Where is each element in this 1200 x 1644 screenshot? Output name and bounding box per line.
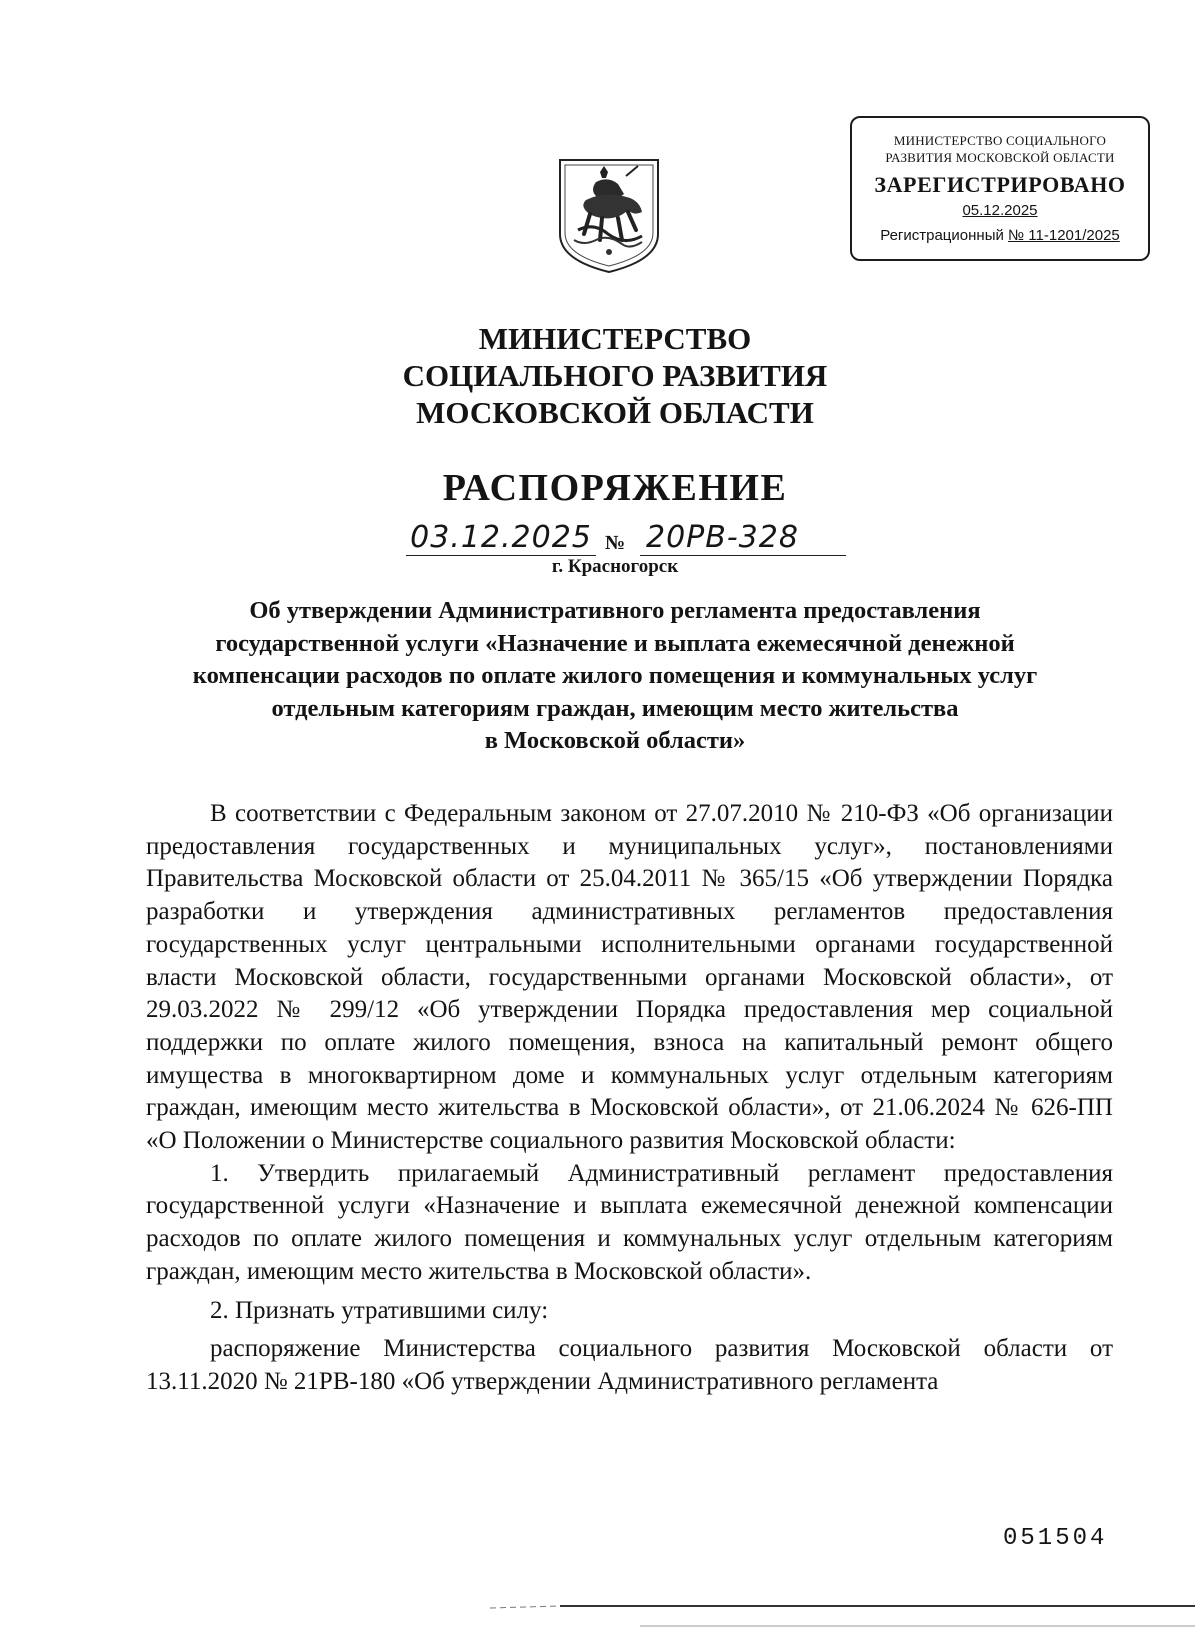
stamp-org-line1: МИНИСТЕРСТВО СОЦИАЛЬНОГО: [893, 133, 1107, 148]
document-subject: [130, 595, 1100, 758]
ministry-heading-line1: МИНИСТЕРСТВО: [478, 321, 752, 356]
item-2-paragraph: 2. Признать утратившими силу:: [210, 1296, 549, 1324]
ministry-heading-line2: СОЦИАЛЬНОГО РАЗВИТИЯ: [402, 358, 828, 393]
handwritten-date: 03.12.2025: [406, 520, 596, 556]
ministry-heading: [0, 320, 1200, 431]
subject-line: Об утверждении Административного регламента предоставления: [249, 597, 981, 624]
footer-divider: [0, 1598, 1200, 1628]
subject-line: в Московской области»: [484, 727, 746, 754]
item-3-paragraph: распоряжение Министерства социального развития Московской области от 13.11.2020 № 21РВ-180 «Об утверждении Административного регламента: [146, 1335, 1113, 1395]
date-number-line: [400, 520, 850, 560]
ministry-heading-line3: МОСКОВСКОЙ ОБЛАСТИ: [416, 395, 814, 430]
coat-of-arms-icon: [556, 156, 662, 274]
subject-line: отдельным категориям граждан, имеющим место жительства: [271, 694, 959, 722]
stamp-organization: [852, 132, 1148, 166]
preamble-paragraph: В соответствии с Федеральным законом от 27.07.2010 № 210-ФЗ «Об организации предоставления государственных и муниципальных услуг», постановлениями Правительства Московской области от 25.04.2011 № 365/15 «Об утверждении Порядка разработки и утверждения административных регламентов предоставления государственных услуг центральными исполнительными органами государственной власти Московской области, государственными органами Московской области», от 29.03.2022 № 299/12 «Об утверждении Порядка предоставления мер социальной поддержки по оплате жилого помещения, взноса на капитальный ремонт общего имущества в многоквартирном доме и коммунальных услуг отдельным категориям граждан, имеющим место жительства в Московской области», от 21.06.2024 № 626-ПП «О Положении о Министерстве социального развития Московской области:: [146, 800, 1113, 1155]
registration-stamp: [850, 116, 1150, 261]
subject-line: государственной услуги «Назначение и выплата ежемесячной денежной: [215, 629, 1015, 657]
subject-line: компенсации расходов по оплате жилого помещения и коммунальных услуг: [192, 662, 1038, 689]
stamp-reg-value: № 11-1201/2025: [1008, 227, 1120, 244]
handwritten-number: 20РВ-328: [640, 520, 846, 556]
document-type: РАСПОРЯЖЕНИЕ: [442, 467, 788, 509]
item-1-paragraph: 1. Утвердить прилагаемый Административный регламент предоставления государственной услуги «Назначение и выплата ежемесячной денежной компенсации расходов по оплате жилого помещения и коммунальных услуг отдельным категориям граждан, имеющим место жительства в Московской области».: [146, 1159, 1113, 1285]
form-code: 051504: [1003, 1525, 1108, 1552]
stamp-reg-label: Регистрационный: [880, 227, 1004, 244]
city: г. Красногорск: [551, 556, 679, 577]
stamp-date: 05.12.2025: [962, 202, 1038, 219]
stamp-org-line2: РАЗВИТИЯ МОСКОВСКОЙ ОБЛАСТИ: [885, 150, 1115, 165]
number-sign: №: [605, 532, 626, 554]
stamp-reg-number: [852, 227, 1148, 244]
document-body: [146, 798, 1113, 1399]
stamp-status: ЗАРЕГИСТРИРОВАНО: [874, 172, 1126, 197]
